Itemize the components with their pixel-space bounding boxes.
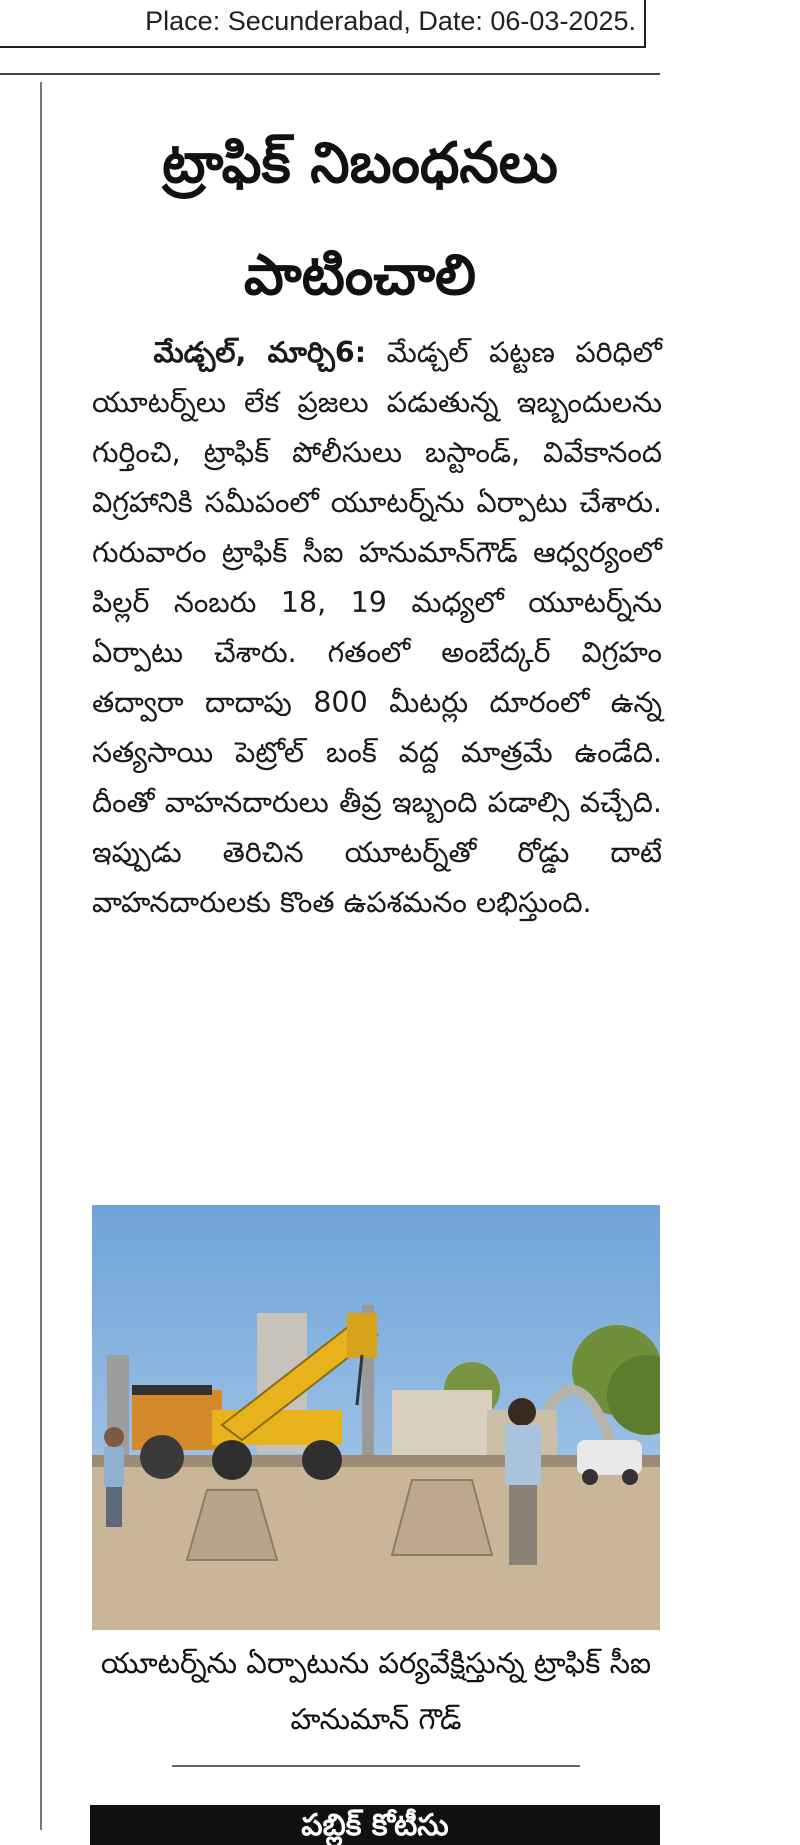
top-divider bbox=[0, 73, 660, 75]
caption-divider bbox=[172, 1765, 580, 1767]
place-date-box bbox=[0, 0, 646, 48]
next-article-banner-text: పబ్లిక్ కోటీసు bbox=[301, 1808, 449, 1843]
article-body bbox=[92, 328, 662, 928]
article-body-text: మేడ్చల్ పట్టణ పరిధిలో యూటర్న్‌లు లేక ప్రజలు పడుతున్న ఇబ్బందులను గుర్తించి, ట్రాఫిక్ పోలీసులు బస్టాండ్, వివేకానంద విగ్రహానికి సమీపంలో యూటర్న్‌ను ఏర్పాటు చేశారు. గురువారం ట్రాఫిక్ సీఐ హనుమాన్‌గౌడ్ ఆధ్వర్యంలో పిల్లర్ నంబరు 18, 19 మధ్యలో యూటర్న్‌ను ఏర్పాటు చేశారు. గతంలో అంబేద్కర్ విగ్రహం తద్వారా దాదాపు 800 మీటర్లు దూరంలో ఉన్న సత్యసాయి పెట్రోల్ బంక్ వద్ద మాత్రమే ఉండేది. దీంతో వాహనదారులు తీవ్ర ఇబ్బంది పడాల్సి వచ్చేది. ఇప్పుడు తెరిచిన యూటర్న్‌తో రోడ్డు దాటే వాహనదారులకు కొంత ఉపశమనం లభిస్తుంది. bbox=[92, 336, 663, 919]
column-divider bbox=[40, 82, 42, 1830]
next-article-banner bbox=[90, 1805, 660, 1845]
photo-caption: యూటర్న్‌ను ఏర్పాటును పర్యవేక్షిస్తున్న ట్రాఫిక్ సీఐ హనుమాన్ గౌడ్ bbox=[100, 1646, 652, 1736]
news-photo bbox=[92, 1205, 660, 1630]
article-dateline: మేడ్చల్, మార్చి6: bbox=[153, 336, 367, 369]
article-headline: ట్రాఫిక్ నిబంధనలు పాటించాలి bbox=[162, 131, 558, 308]
place-date-text: Place: Secunderabad, Date: 06-03-2025. bbox=[145, 6, 636, 36]
news-photo-illustration bbox=[92, 1205, 660, 1630]
